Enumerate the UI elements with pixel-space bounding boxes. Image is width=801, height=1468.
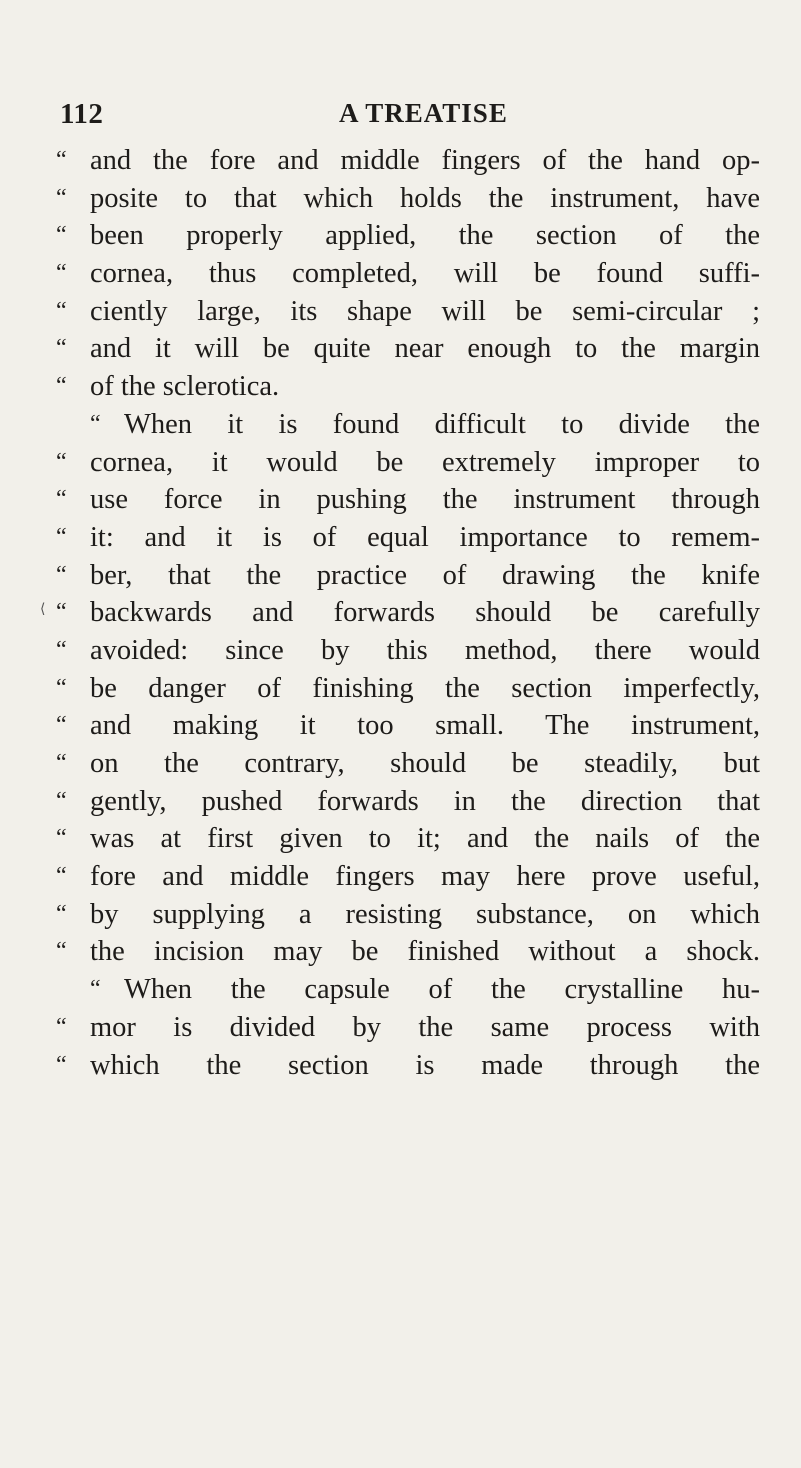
- quote-mark: “: [56, 1013, 67, 1040]
- text-line: [56, 1009, 766, 1047]
- text-line: [56, 217, 766, 255]
- text-line: [56, 594, 766, 632]
- line-text: When it is found difficult to divide the: [124, 408, 760, 440]
- quote-mark: “: [56, 373, 67, 400]
- quote-mark: “: [56, 1051, 67, 1078]
- text-line: [56, 330, 766, 368]
- line-text: mor is divided by the same process with: [90, 1011, 760, 1043]
- line-text: of the sclerotica.: [90, 371, 280, 403]
- page-number: 112: [60, 98, 104, 130]
- quote-mark: “: [56, 448, 67, 475]
- line-text: been properly applied, the section of the: [90, 220, 760, 252]
- quote-mark: “: [56, 561, 67, 588]
- quote-mark: “: [56, 486, 67, 513]
- body-text: [56, 142, 766, 1084]
- line-text: the incision may be finished without a shock.: [90, 936, 760, 968]
- text-line: [56, 858, 766, 896]
- line-text: and it will be quite near enough to the margin: [90, 333, 760, 365]
- text-line: [56, 406, 766, 444]
- line-text: by supplying a resisting substance, on which: [90, 898, 760, 930]
- margin-mark: ⟨: [40, 602, 46, 617]
- quote-mark: “: [56, 335, 67, 362]
- quote-mark: “: [56, 900, 67, 927]
- text-line: [56, 670, 766, 708]
- quote-mark: “: [56, 147, 67, 173]
- text-line: [56, 444, 766, 482]
- text-line: [56, 783, 766, 821]
- text-line: [56, 896, 766, 934]
- line-text: which the section is made through the: [90, 1049, 760, 1081]
- quote-mark: “: [56, 863, 67, 890]
- quote-mark: “: [56, 260, 67, 287]
- line-text: cornea, thus completed, will be found suffi-: [90, 258, 760, 290]
- quote-mark: “: [56, 184, 67, 211]
- quote-mark: “: [90, 410, 101, 437]
- text-line: [56, 180, 766, 218]
- line-text: backwards and forwards should be carefully: [90, 597, 760, 629]
- line-text: avoided: since by this method, there would: [90, 634, 760, 666]
- running-title: A TREATISE: [339, 98, 508, 128]
- text-line: [56, 142, 766, 180]
- text-line: [56, 481, 766, 519]
- quote-mark: “: [56, 222, 67, 249]
- text-line: [56, 745, 766, 783]
- text-line: [56, 632, 766, 670]
- quote-mark: “: [90, 976, 101, 1003]
- quote-mark: “: [56, 825, 67, 852]
- quote-mark: “: [56, 750, 67, 776]
- line-text: be danger of finishing the section imperfectly,: [90, 672, 760, 704]
- line-text: it: and it is of equal importance to remem-: [90, 521, 760, 553]
- line-text: and making it too small. The instrument,: [90, 710, 760, 742]
- quote-mark: “: [56, 938, 67, 965]
- text-line: [56, 519, 766, 557]
- quote-mark: “: [56, 787, 67, 814]
- line-text: gently, pushed forwards in the direction that: [90, 785, 760, 817]
- text-line: [56, 971, 766, 1009]
- running-head: [60, 98, 760, 134]
- text-line: [56, 557, 766, 595]
- line-text: ber, that the practice of drawing the knife: [90, 559, 760, 591]
- quote-mark: “: [56, 636, 67, 663]
- quote-mark: “: [56, 712, 67, 739]
- quote-mark: “: [56, 523, 67, 550]
- line-text: on the contrary, should be steadily, but: [90, 748, 760, 779]
- line-text: ciently large, its shape will be semi-circular ;: [90, 295, 760, 327]
- line-text: cornea, it would be extremely improper to: [90, 446, 760, 478]
- text-line: [56, 255, 766, 293]
- quote-mark: “: [56, 599, 67, 626]
- quote-mark: “: [56, 297, 67, 324]
- text-line: [56, 293, 766, 331]
- line-text: When the capsule of the crystalline hu-: [124, 974, 760, 1006]
- text-line: [56, 1047, 766, 1085]
- text-line: [56, 933, 766, 971]
- text-line: [56, 820, 766, 858]
- line-text: posite to that which holds the instrument, have: [90, 182, 760, 214]
- line-text: fore and middle fingers may here prove useful,: [90, 861, 760, 893]
- line-text: and the fore and middle fingers of the hand op-: [90, 145, 760, 176]
- quote-mark: “: [56, 674, 67, 701]
- text-line: [56, 707, 766, 745]
- line-text: was at first given to it; and the nails of the: [90, 823, 760, 855]
- text-line: [56, 368, 766, 406]
- line-text: use force in pushing the instrument through: [90, 484, 760, 516]
